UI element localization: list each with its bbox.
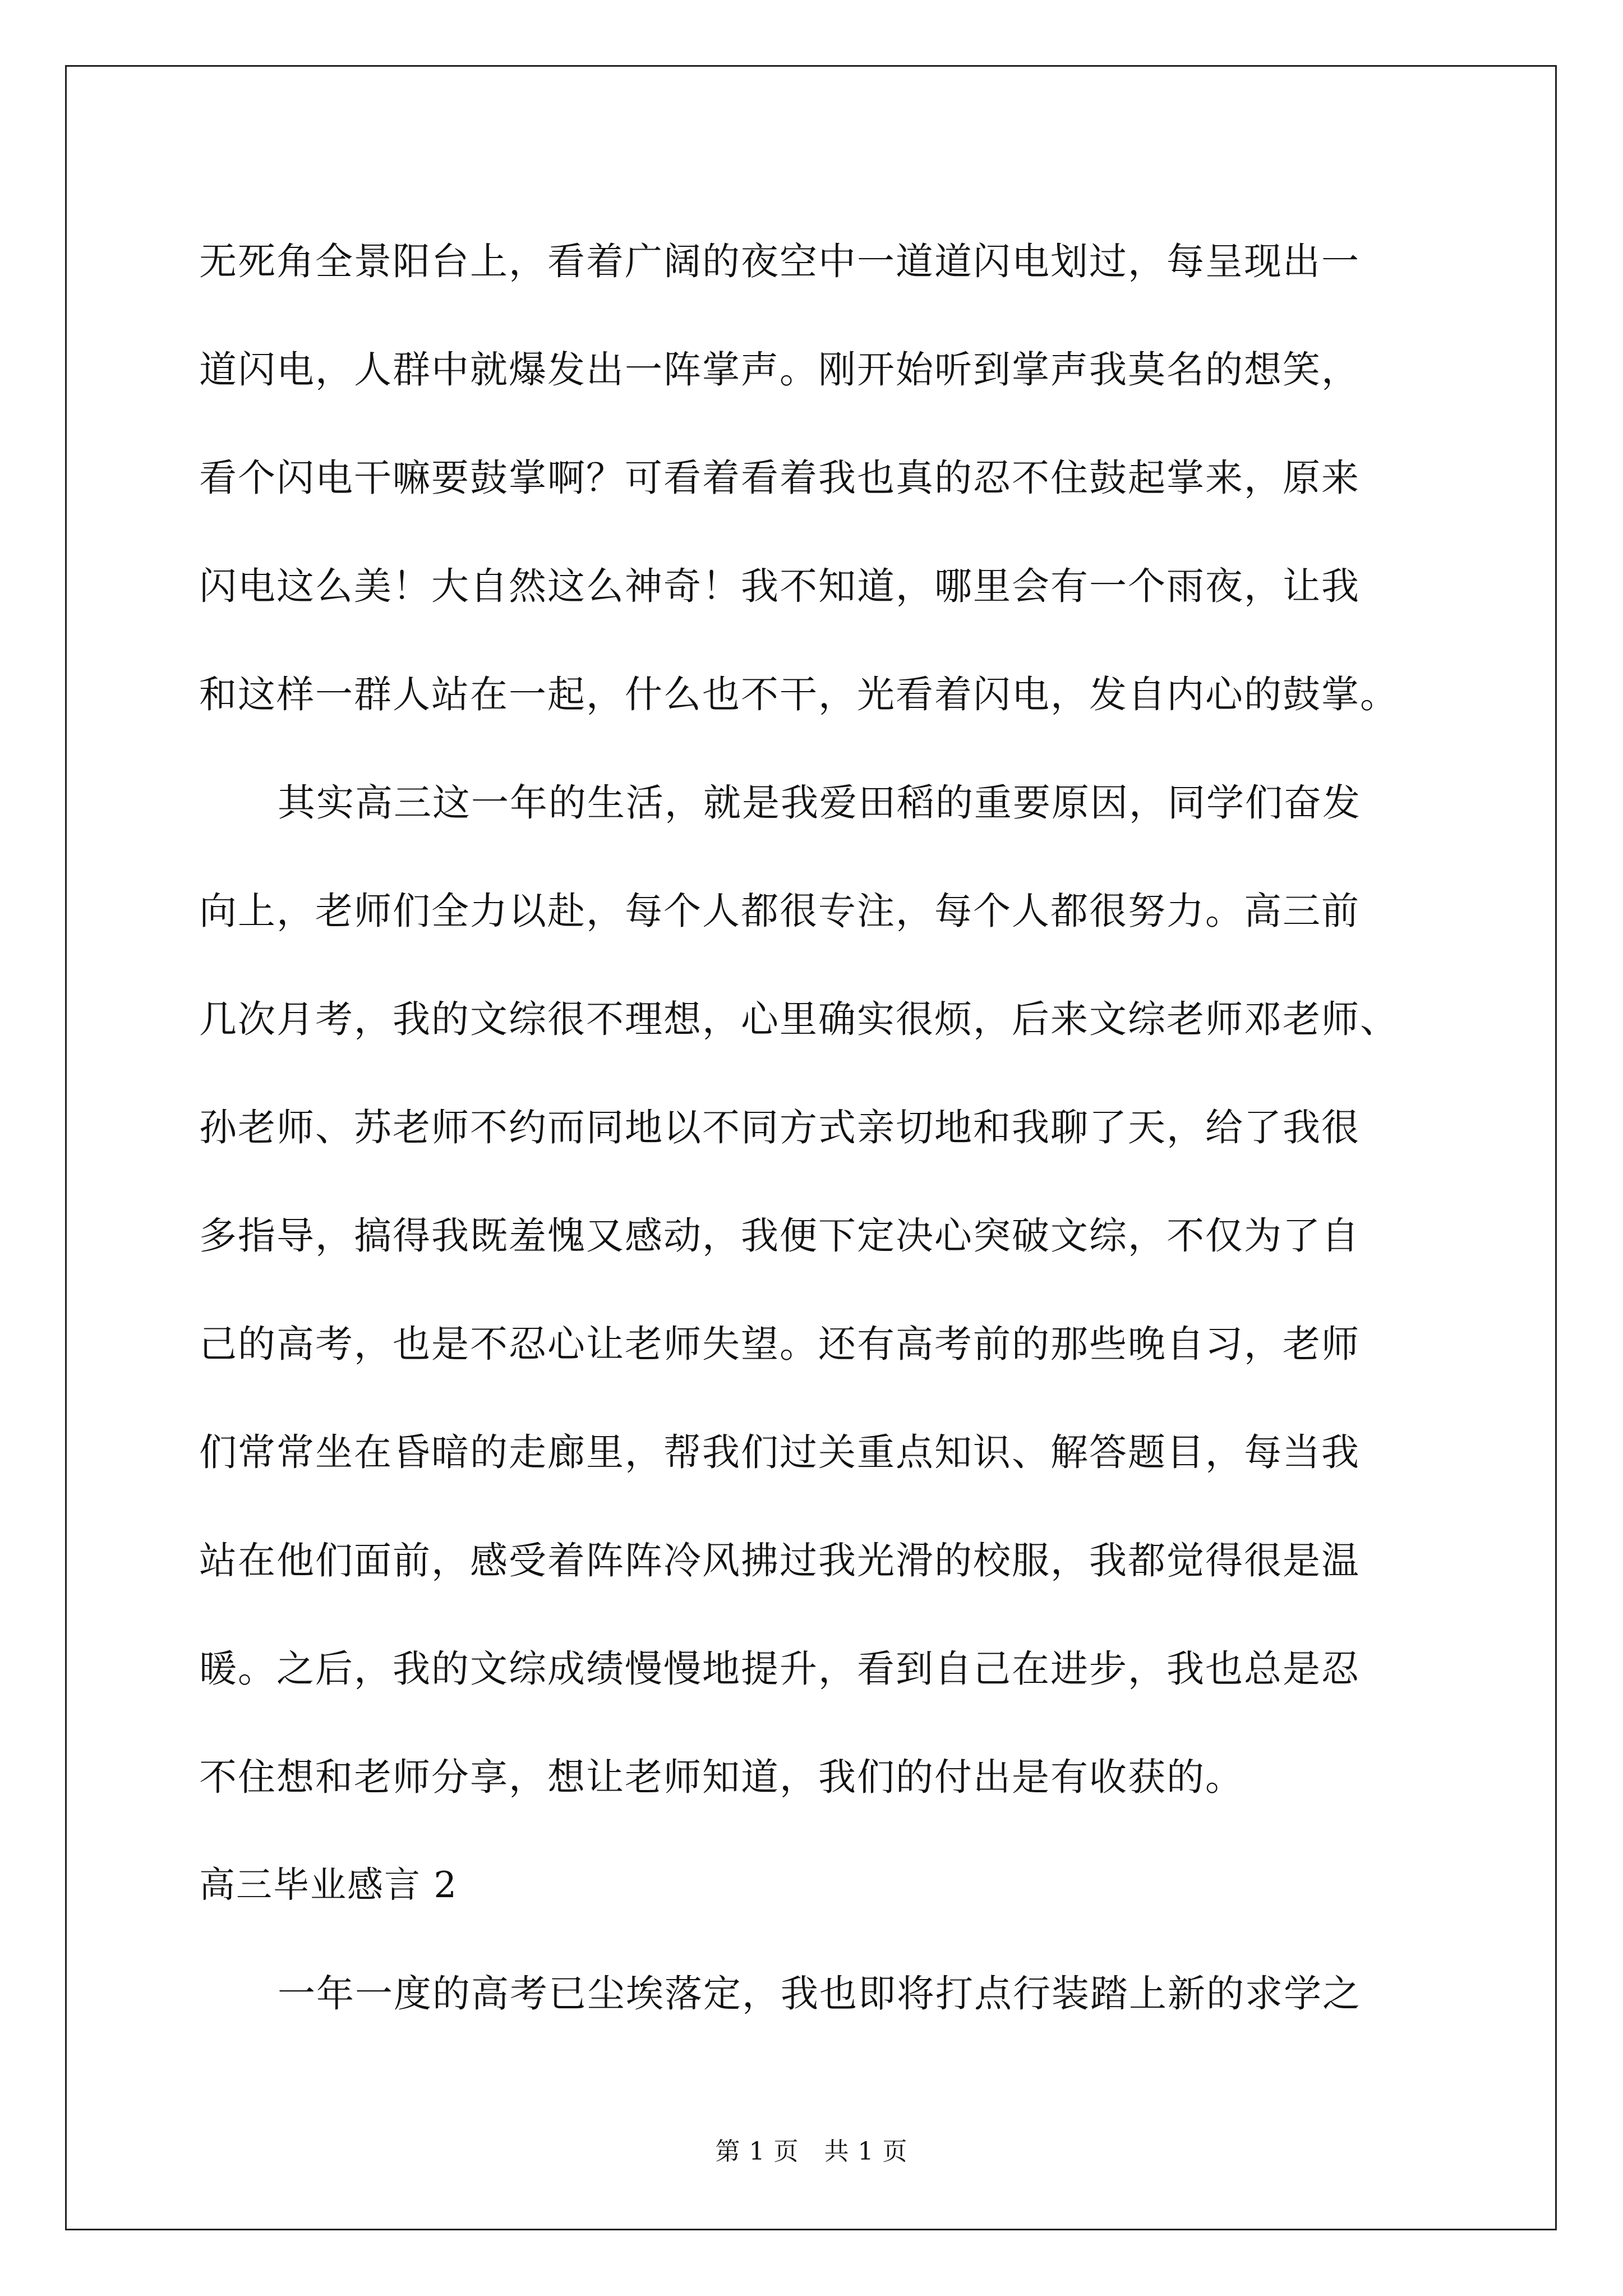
paragraph-2: [199, 749, 1433, 1832]
paragraph-line: 无死角全景阳台上，看着广阔的夜空中一道道闪电划过，每呈现出一: [199, 240, 1360, 283]
paragraph-line: 不住想和老师分享，想让老师知道，我们的付出是有收获的。: [199, 1755, 1244, 1799]
paragraph-line: 一年一度的高考已尘埃落定，我也即将打点行装踏上新的求学之: [278, 1972, 1361, 2016]
paragraph-line: 己的高考，也是不忍心让老师失望。还有高考前的那些晚自习，老师: [199, 1322, 1360, 1366]
paragraph-line: 其实高三这一年的生活，就是我爱田稻的重要原因，同学们奋发: [278, 781, 1361, 825]
section-heading: 高三毕业感言 2: [199, 1865, 458, 1906]
paragraph-line: 多指导，搞得我既羞愧又感动，我便下定决心突破文综，不仅为了自: [199, 1214, 1360, 1258]
paragraph-line: 孙老师、苏老师不约而同地以不同方式亲切地和我聊了天，给了我很: [199, 1106, 1360, 1149]
paragraph-line: 暖。之后，我的文综成绩慢慢地提升，看到自己在进步，我也总是忍: [199, 1647, 1360, 1691]
paragraph-line: 看个闪电干嘛要鼓掌啊？可看着看着我也真的忍不住鼓起掌来，原来: [199, 456, 1360, 500]
document-body: [199, 208, 1433, 2048]
paragraph-line: 们常常坐在昏暗的走廊里，帮我们过关重点知识、解答题目，每当我: [199, 1430, 1360, 1474]
paragraph-line: 向上，老师们全力以赴，每个人都很专注，每个人都很努力。高三前: [199, 889, 1360, 933]
paragraph-3: [199, 1940, 1433, 2048]
paragraph-1: [199, 208, 1433, 749]
paragraph-line: 和这样一群人站在一起，什么也不干，光看着闪电，发自内心的鼓掌。: [199, 673, 1399, 716]
paragraph-line: 站在他们面前，感受着阵阵冷风拂过我光滑的校服，我都觉得很是温: [199, 1539, 1360, 1582]
paragraph-line: 几次月考，我的文综很不理想，心里确实很烦，后来文综老师邓老师、: [199, 997, 1399, 1041]
paragraph-line: 闪电这么美！大自然这么神奇！我不知道，哪里会有一个雨夜，让我: [199, 564, 1360, 608]
paragraph-line: 道闪电，人群中就爆发出一阵掌声。刚开始听到掌声我莫名的想笑，: [199, 348, 1360, 392]
page-number-footer: 第 1 页 共 1 页: [715, 2137, 908, 2166]
